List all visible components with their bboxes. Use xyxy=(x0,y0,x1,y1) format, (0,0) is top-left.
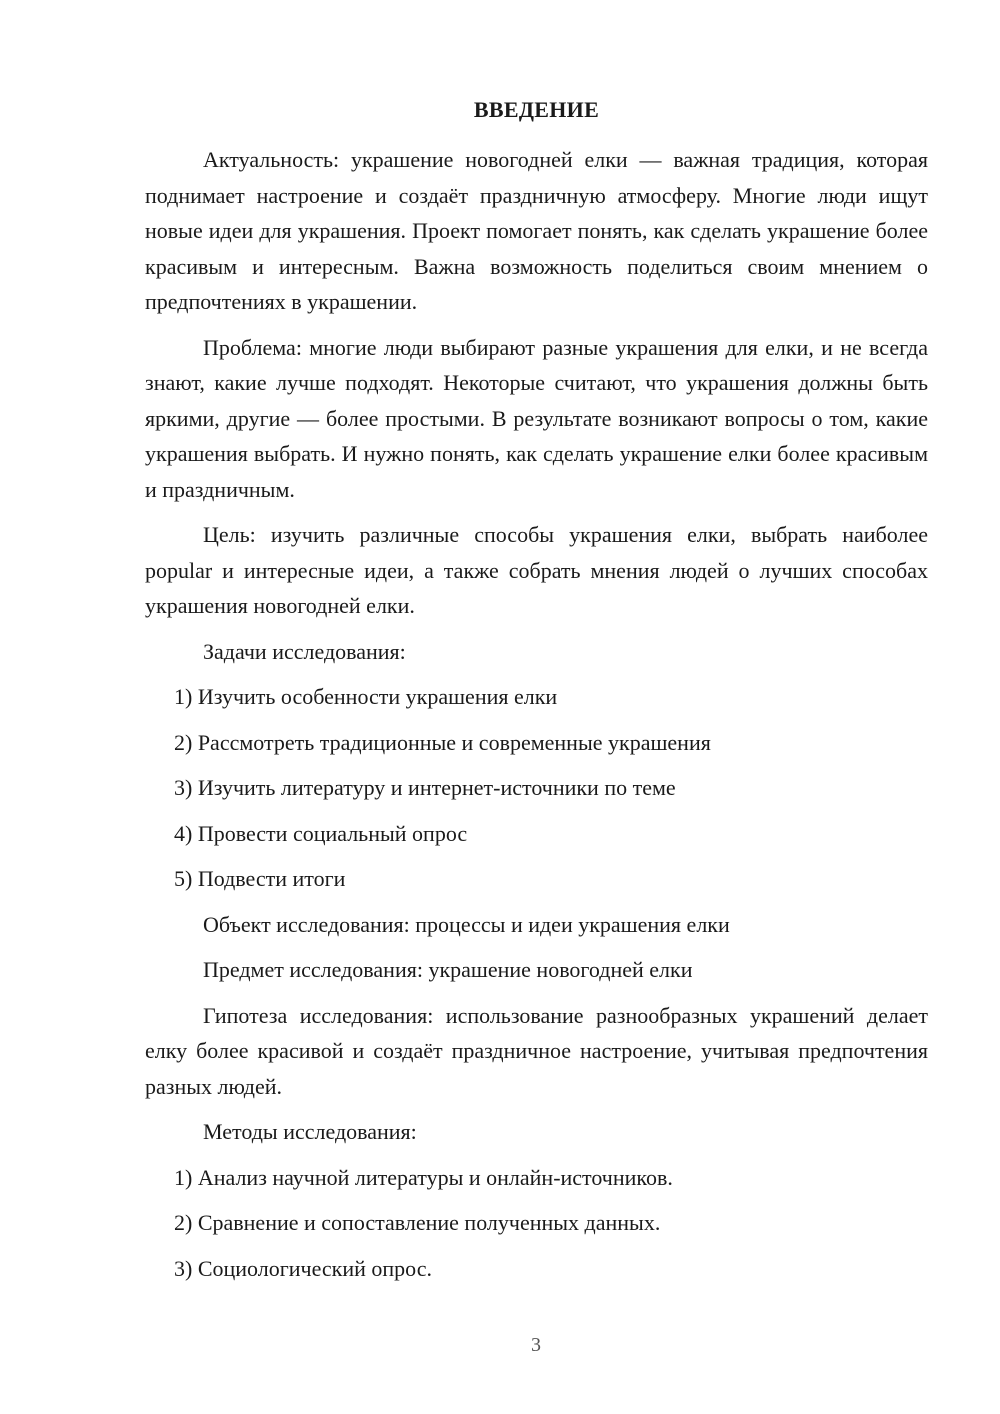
research-object: Объект исследования: процессы и идеи украшения елки xyxy=(203,911,730,937)
method-item: 1) Анализ научной литературы и онлайн-источников. xyxy=(174,1164,673,1190)
task-item: 5) Подвести итоги xyxy=(174,866,346,891)
section-heading: ВВЕДЕНИЕ xyxy=(473,97,600,122)
methods-title: Методы исследования: xyxy=(203,1119,417,1144)
task-item: 3) Изучить литературу и интернет-источники по теме xyxy=(174,775,676,800)
task-item: 4) Провести социальный опрос xyxy=(174,820,468,846)
tasks-title: Задачи исследования: xyxy=(203,638,406,664)
research-subject: Предмет исследования: украшение новогодней елки xyxy=(203,957,693,982)
method-item: 2) Сравнение и сопоставление полученных данных. xyxy=(174,1210,661,1235)
relevance-paragraph: Актуальность: украшение новогодней елки — важная традиция, которая поднимает настроение и создаёт праздничную атмосферу. Многие люди ищут новые идеи для украшения. Проект помогает понять, как сделать украшение более красивым и интересным. Важна возможность поделиться своим мнением о предпочтениях в украшении. xyxy=(145,147,928,314)
page-number: 3 xyxy=(531,1334,541,1356)
method-item: 3) Социологический опрос. xyxy=(174,1255,432,1281)
hypothesis-paragraph: Гипотеза исследования: использование разнообразных украшений делает елку более красивой и создаёт праздничное настроение, учитывая предпочтения разных людей. xyxy=(145,1002,928,1099)
task-item: 2) Рассмотреть традиционные и современные украшения xyxy=(174,729,711,755)
problem-paragraph: Проблема: многие люди выбирают разные украшения для елки, и не всегда знают, какие лучше подходят. Некоторые считают, что украшения должны быть яркими, другие — более простыми. В результате возникают вопросы о том, какие украшения выбрать. И нужно понять, как сделать украшение елки более красивым и праздничным. xyxy=(145,334,928,502)
task-item: 1) Изучить особенности украшения елки xyxy=(174,684,558,709)
document-page xyxy=(145,92,928,1296)
goal-paragraph: Цель: изучить различные способы украшения елки, выбрать наиболее popular и интересные идеи, а также собрать мнения людей о лучших способах украшения новогодней елки. xyxy=(145,522,928,618)
